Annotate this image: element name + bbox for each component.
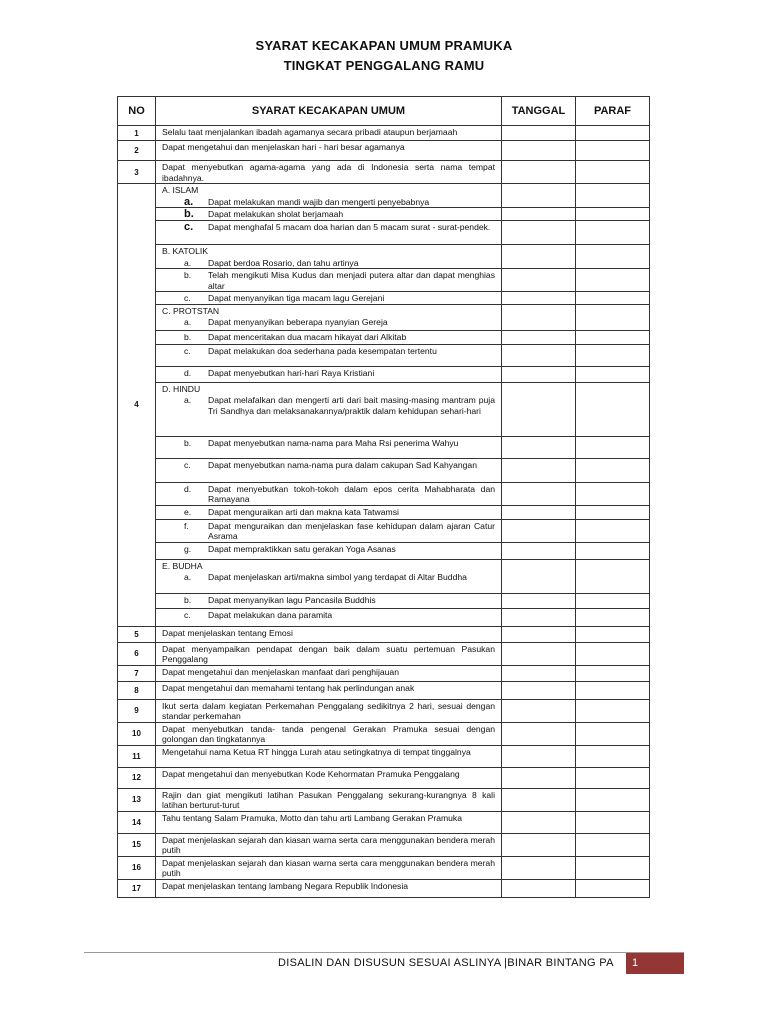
sub-item-text: Dapat menyanyikan lagu Pancasila Buddhis — [208, 594, 376, 605]
row-number: 4 — [118, 184, 156, 627]
signature-cell[interactable] — [576, 208, 650, 221]
religion-section-title: C. PROTSTAN — [162, 305, 220, 316]
table-row — [118, 245, 650, 269]
requirement-cell — [156, 482, 502, 505]
date-cell[interactable] — [502, 161, 576, 184]
date-cell[interactable] — [502, 722, 576, 745]
table-row — [118, 382, 650, 436]
requirement-cell — [156, 608, 502, 626]
row-number: 12 — [118, 767, 156, 788]
date-cell[interactable] — [502, 221, 576, 245]
signature-cell[interactable] — [576, 161, 650, 184]
requirement-cell — [156, 593, 502, 608]
sub-item-text: Dapat menguraikan dan menjelaskan fase kehidupan dalam ajaran Catur Asrama — [208, 520, 495, 541]
date-cell[interactable] — [502, 559, 576, 593]
requirement-cell — [156, 788, 502, 811]
signature-cell[interactable] — [576, 642, 650, 665]
date-cell[interactable] — [502, 642, 576, 665]
table-row — [118, 788, 650, 811]
requirement-cell — [156, 292, 502, 305]
sub-item-letter: a. — [184, 257, 192, 268]
table-row — [118, 344, 650, 366]
signature-cell[interactable] — [576, 699, 650, 722]
sub-item-text: Dapat melakukan doa sederhana pada kesempatan tertentu — [208, 345, 437, 356]
date-cell[interactable] — [502, 382, 576, 436]
sub-item-text: Dapat melakukan sholat berjamaah — [208, 209, 344, 219]
sub-item — [156, 367, 501, 379]
signature-cell[interactable] — [576, 745, 650, 767]
signature-cell[interactable] — [576, 221, 650, 245]
requirement-cell — [156, 811, 502, 833]
date-cell[interactable] — [502, 269, 576, 292]
requirement-cell — [156, 245, 502, 269]
row-number: 7 — [118, 665, 156, 681]
signature-cell[interactable] — [576, 482, 650, 505]
signature-cell[interactable] — [576, 811, 650, 833]
table-row — [118, 505, 650, 519]
header-requirement: SYARAT KECAKAPAN UMUM — [156, 97, 502, 126]
requirement-text: Rajin dan giat mengikuti latihan Pasukan Penggalang sekurang-kurangnya 8 kali latihan berturut-turut — [162, 789, 495, 810]
requirement-cell — [156, 681, 502, 699]
date-cell[interactable] — [502, 608, 576, 626]
requirement-text: Dapat mengetahui dan menjelaskan manfaat dari penghijauan — [162, 666, 399, 677]
signature-cell[interactable] — [576, 292, 650, 305]
sub-item-text: Dapat menjelaskan arti/makna simbol yang terdapat di Altar Buddha — [208, 572, 467, 582]
table-row — [118, 292, 650, 305]
sub-item-text: Dapat menyebutkan nama-nama pura dalam cakupan Sad Kahyangan — [208, 459, 477, 470]
sub-item — [156, 196, 501, 208]
signature-cell[interactable] — [576, 184, 650, 208]
requirement-cell — [156, 626, 502, 642]
sub-item-letter: d. — [184, 367, 192, 378]
sub-item-letter: c. — [184, 609, 191, 620]
signature-cell[interactable] — [576, 436, 650, 458]
requirement-cell — [156, 366, 502, 382]
table-row — [118, 681, 650, 699]
date-cell[interactable] — [502, 366, 576, 382]
requirement-text: Tahu tentang Salam Pramuka, Motto dan tahu arti Lambang Gerakan Pramuka — [162, 812, 462, 823]
table-row — [118, 879, 650, 897]
requirement-cell — [156, 344, 502, 366]
requirement-text: Dapat menjelaskan tentang Emosi — [162, 627, 293, 638]
sub-item-text: Dapat menceritakan dua macam hikayat dari Alkitab — [208, 331, 407, 342]
requirement-text: Dapat mengetahui dan memahami tentang hak perlindungan anak — [162, 682, 415, 693]
date-cell[interactable] — [502, 856, 576, 879]
requirement-cell — [156, 879, 502, 897]
sub-item-text: Dapat menyanyikan beberapa nyanyian Gereja — [208, 317, 388, 327]
requirement-cell — [156, 559, 502, 593]
signature-cell[interactable] — [576, 141, 650, 161]
date-cell[interactable] — [502, 330, 576, 344]
requirement-text: Dapat menjelaskan sejarah dan kiasan warna serta cara menggunakan bendera merah putih — [162, 834, 495, 855]
date-cell[interactable] — [502, 665, 576, 681]
requirement-text: Dapat menjelaskan sejarah dan kiasan warna serta cara menggunakan bendera merah putih — [162, 857, 495, 878]
row-number: 1 — [118, 126, 156, 141]
requirement-cell — [156, 745, 502, 767]
sub-item-letter: c. — [184, 459, 191, 470]
sub-item-letter: f. — [184, 520, 189, 531]
header-date: TANGGAL — [502, 97, 576, 126]
date-cell[interactable] — [502, 788, 576, 811]
requirement-cell — [156, 505, 502, 519]
row-number: 2 — [118, 141, 156, 161]
table-row — [118, 126, 650, 141]
date-cell[interactable] — [502, 745, 576, 767]
sub-item-letter: a. — [184, 195, 194, 208]
table-row — [118, 642, 650, 665]
sub-item — [156, 609, 501, 621]
signature-cell[interactable] — [576, 767, 650, 788]
signature-cell[interactable] — [576, 269, 650, 292]
date-cell[interactable] — [502, 344, 576, 366]
sub-item — [156, 543, 501, 555]
signature-cell[interactable] — [576, 505, 650, 519]
table-row — [118, 366, 650, 382]
religion-section-title: A. ISLAM — [162, 185, 199, 195]
signature-cell[interactable] — [576, 542, 650, 559]
sub-item — [156, 208, 501, 220]
signature-cell[interactable] — [576, 245, 650, 269]
signature-cell[interactable] — [576, 304, 650, 330]
sub-item — [156, 257, 501, 269]
signature-cell[interactable] — [576, 344, 650, 366]
date-cell[interactable] — [502, 482, 576, 505]
sub-item-text: Dapat melakukan mandi wajib dan mengerti penyebabnya — [208, 196, 430, 207]
row-number: 6 — [118, 642, 156, 665]
row-number: 9 — [118, 699, 156, 722]
sub-item — [156, 345, 501, 357]
requirement-text: Dapat menyampaikan pendapat dengan baik dalam suatu pertemuan Pasukan Penggalang — [162, 643, 495, 664]
sub-item — [156, 520, 501, 542]
table-row — [118, 304, 650, 330]
table-row — [118, 722, 650, 745]
signature-cell[interactable] — [576, 788, 650, 811]
signature-cell[interactable] — [576, 382, 650, 436]
requirement-cell — [156, 458, 502, 482]
table-row — [118, 559, 650, 593]
signature-cell[interactable] — [576, 856, 650, 879]
date-cell[interactable] — [502, 833, 576, 856]
table-row — [118, 665, 650, 681]
requirement-cell — [156, 699, 502, 722]
header-no: NO — [118, 97, 156, 126]
document-subtitle: TINGKAT PENGGALANG RAMU — [283, 58, 485, 73]
table-row — [118, 436, 650, 458]
sub-item — [156, 331, 501, 343]
sub-item-letter: a. — [184, 317, 192, 327]
table-row — [118, 767, 650, 788]
sub-item — [156, 483, 501, 505]
table-row — [118, 608, 650, 626]
row-number: 14 — [118, 811, 156, 833]
requirement-cell — [156, 269, 502, 292]
sub-item-letter: c. — [184, 221, 194, 233]
requirement-text: Mengetahui nama Ketua RT hingga Lurah atau setingkatnya di tempat tinggalnya — [162, 746, 471, 757]
sub-item-text: Dapat menyebutkan hari-hari Raya Kristiani — [208, 367, 375, 378]
table-row — [118, 161, 650, 184]
row-number: 10 — [118, 722, 156, 745]
signature-cell[interactable] — [576, 593, 650, 608]
sub-item — [156, 459, 501, 471]
requirement-cell — [156, 542, 502, 559]
date-cell[interactable] — [502, 542, 576, 559]
signature-cell[interactable] — [576, 608, 650, 626]
requirement-cell — [156, 208, 502, 221]
table-row — [118, 699, 650, 722]
requirement-cell — [156, 304, 502, 330]
header-signature: PARAF — [576, 97, 650, 126]
date-cell[interactable] — [502, 292, 576, 305]
row-number: 5 — [118, 626, 156, 642]
date-cell[interactable] — [502, 879, 576, 897]
sub-item-letter: b. — [184, 594, 192, 605]
signature-cell[interactable] — [576, 519, 650, 542]
date-cell[interactable] — [502, 141, 576, 161]
requirement-cell — [156, 856, 502, 879]
table-row — [118, 221, 650, 245]
sub-item-letter: b. — [184, 270, 192, 280]
requirement-text: Dapat mengetahui dan menyebutkan Kode Kehormatan Pramuka Penggalang — [162, 768, 460, 779]
religion-section-title: D. HINDU — [162, 383, 201, 394]
sub-item — [156, 269, 501, 291]
document-title: SYARAT KECAKAPAN UMUM PRAMUKA — [255, 38, 513, 53]
date-cell[interactable] — [502, 626, 576, 642]
sub-item-text: Dapat menghafal 5 macam doa harian dan 5 macam surat - surat-pendek. — [208, 222, 491, 232]
row-number: 3 — [118, 161, 156, 184]
sub-item — [156, 437, 501, 449]
requirement-text: Dapat mengetahui dan menjelaskan hari - hari besar agamanya — [162, 142, 405, 152]
table-header-row — [118, 97, 650, 126]
date-cell[interactable] — [502, 184, 576, 208]
sub-item — [156, 394, 501, 416]
sub-item-text: Dapat melakukan dana paramita — [208, 609, 333, 620]
date-cell[interactable] — [502, 208, 576, 221]
row-number: 16 — [118, 856, 156, 879]
sub-item-text: Dapat menguraikan arti dan makna kata Tatwamsi — [208, 506, 399, 517]
signature-cell[interactable] — [576, 722, 650, 745]
signature-cell[interactable] — [576, 330, 650, 344]
page-number: 1 — [626, 953, 684, 974]
table-row — [118, 330, 650, 344]
signature-cell[interactable] — [576, 458, 650, 482]
religion-section-title: B. KATOLIK — [162, 246, 209, 256]
date-cell[interactable] — [502, 304, 576, 330]
requirement-cell — [156, 184, 502, 208]
requirement-cell — [156, 221, 502, 245]
date-cell[interactable] — [502, 245, 576, 269]
requirement-cell — [156, 833, 502, 856]
table-row — [118, 542, 650, 559]
date-cell[interactable] — [502, 767, 576, 788]
requirement-cell — [156, 722, 502, 745]
requirement-cell — [156, 436, 502, 458]
date-cell[interactable] — [502, 699, 576, 722]
sub-item-letter: g. — [184, 543, 192, 554]
date-cell[interactable] — [502, 505, 576, 519]
signature-cell[interactable] — [576, 626, 650, 642]
date-cell[interactable] — [502, 593, 576, 608]
requirement-text: Dapat menjelaskan tentang lambang Negara Republik Indonesia — [162, 880, 409, 891]
sub-item-letter: a. — [184, 395, 192, 405]
table-row — [118, 184, 650, 208]
date-cell[interactable] — [502, 519, 576, 542]
requirement-text: Dapat menyebutkan agama-agama yang ada di Indonesia serta nama tempat ibadahnya. — [162, 162, 495, 183]
signature-cell[interactable] — [576, 681, 650, 699]
requirement-cell — [156, 642, 502, 665]
table-row — [118, 458, 650, 482]
sub-item-text: Dapat mempraktikkan satu gerakan Yoga Asanas — [208, 543, 396, 554]
table-row — [118, 856, 650, 879]
date-cell[interactable] — [502, 681, 576, 699]
row-number: 15 — [118, 833, 156, 856]
footer-divider — [84, 952, 684, 953]
table-row — [118, 141, 650, 161]
requirement-cell — [156, 665, 502, 681]
requirement-cell — [156, 161, 502, 184]
sub-item-letter: c. — [184, 345, 191, 356]
footer-text: DISALIN DAN DISUSUN SESUAI ASLINYA |BINAR BINTANG PA — [278, 957, 614, 969]
sub-item — [156, 316, 501, 328]
religion-section-title: E. BUDHA — [162, 560, 203, 571]
sub-item-text: Dapat berdoa Rosario, dan tahu artinya — [208, 257, 359, 268]
table-row — [118, 519, 650, 542]
requirements-table — [117, 96, 650, 898]
requirement-cell — [156, 767, 502, 788]
sub-item — [156, 292, 501, 304]
date-cell[interactable] — [502, 436, 576, 458]
sub-item — [156, 506, 501, 518]
date-cell[interactable] — [502, 811, 576, 833]
sub-item-letter: b. — [184, 437, 192, 448]
signature-cell[interactable] — [576, 833, 650, 856]
sub-item-letter: b. — [184, 208, 194, 220]
sub-item-letter: c. — [184, 293, 191, 303]
requirement-cell — [156, 126, 502, 141]
sub-item-text: Dapat menyebutkan nama-nama para Maha Rsi penerima Wahyu — [208, 437, 459, 448]
table-row — [118, 811, 650, 833]
sub-item-letter: a. — [184, 572, 192, 582]
date-cell[interactable] — [502, 458, 576, 482]
sub-item-text: Dapat melafalkan dan mengerti arti dari bait masing-masing mantram puja Tri Sandhya dan melaksanakannya/praktik dalam kehidupan sehari-hari — [208, 395, 495, 416]
table-row — [118, 626, 650, 642]
table-row — [118, 833, 650, 856]
requirement-cell — [156, 141, 502, 161]
requirement-cell — [156, 519, 502, 542]
requirement-text: Dapat menyebutkan tanda- tanda pengenal Gerakan Pramuka sesuai dengan golongan dan tingkatannya — [162, 723, 495, 744]
row-number: 11 — [118, 745, 156, 767]
sub-item-letter: e. — [184, 506, 192, 517]
requirement-text: Selalu taat menjalankan ibadah agamanya secara pribadi ataupun berjamaah — [162, 127, 458, 137]
sub-item — [156, 594, 501, 606]
table-row — [118, 745, 650, 767]
table-row — [118, 482, 650, 505]
signature-cell[interactable] — [576, 126, 650, 141]
table-row — [118, 593, 650, 608]
sub-item-text: Dapat menyanyikan tiga macam lagu Gerejani — [208, 293, 385, 303]
row-number: 13 — [118, 788, 156, 811]
sub-item-letter: b. — [184, 331, 192, 342]
row-number: 8 — [118, 681, 156, 699]
sub-item-text: Dapat menyebutkan tokoh-tokoh dalam epos cerita Mahabharata dan Ramayana — [208, 483, 495, 504]
sub-item — [156, 571, 501, 583]
sub-item-letter: d. — [184, 483, 192, 494]
signature-cell[interactable] — [576, 559, 650, 593]
table-body — [118, 126, 650, 898]
signature-cell[interactable] — [576, 665, 650, 681]
date-cell[interactable] — [502, 126, 576, 141]
row-number: 17 — [118, 879, 156, 897]
requirement-cell — [156, 330, 502, 344]
sub-item — [156, 221, 501, 233]
requirement-cell — [156, 382, 502, 436]
sub-item-text: Telah mengikuti Misa Kudus dan menjadi putera altar dan dapat menghias altar — [208, 270, 495, 291]
table-row — [118, 208, 650, 221]
signature-cell[interactable] — [576, 879, 650, 897]
signature-cell[interactable] — [576, 366, 650, 382]
table-row — [118, 269, 650, 292]
requirement-text: Ikut serta dalam kegiatan Perkemahan Penggalang sedikitnya 2 hari, sesuai dengan standar perkemahan — [162, 700, 495, 721]
